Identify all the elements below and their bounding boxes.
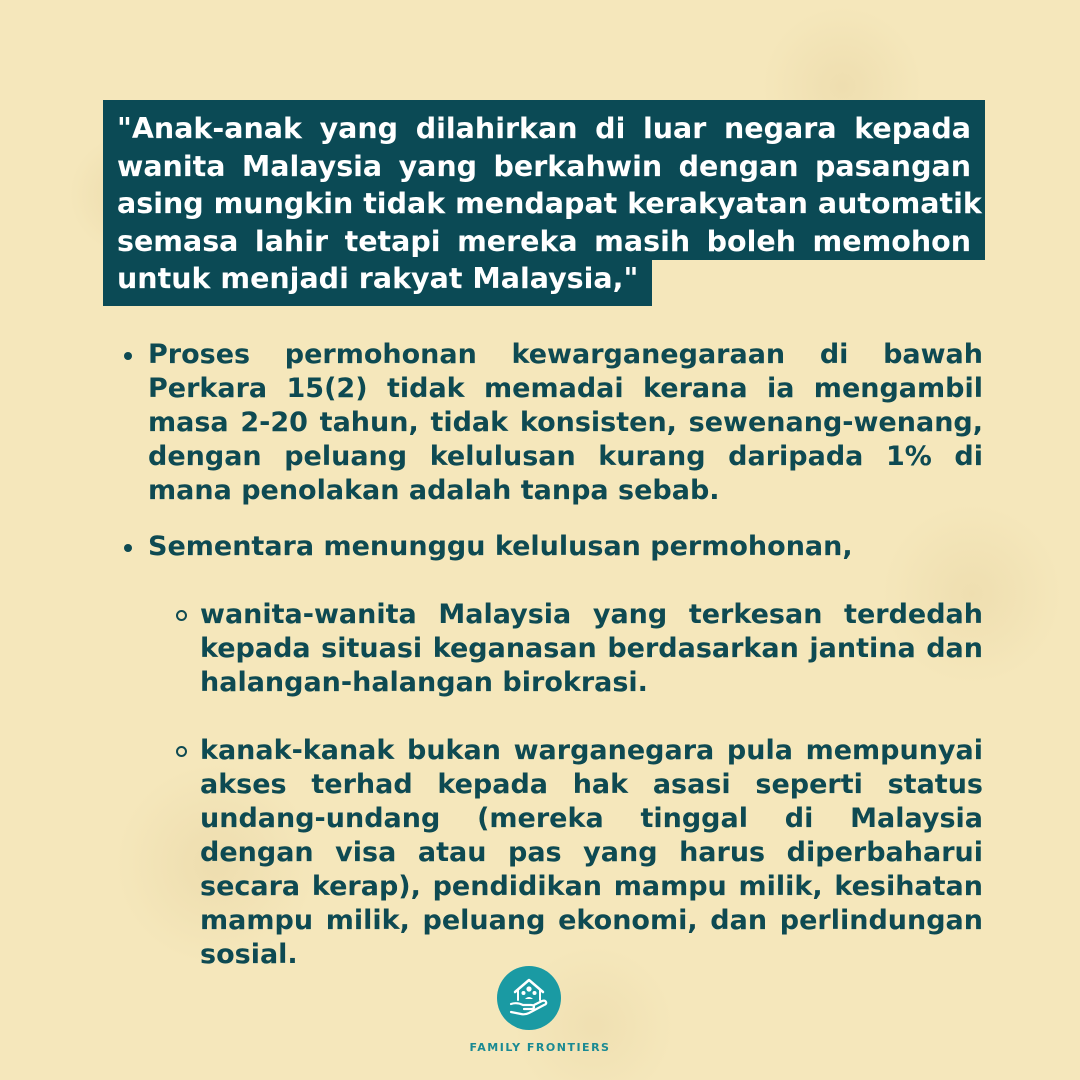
- sub-bullet-list: [200, 598, 983, 972]
- sub-bullet-text: wanita-wanita Malaysia yang terkesan terdedah kepada situasi keganasan berdasarkan jantina dan halangan-halangan birokrasi.: [200, 599, 983, 698]
- quote-line: "Anak-anak yang dilahirkan di luar negara kepada: [103, 100, 985, 148]
- bullet-item: [148, 338, 983, 508]
- quote-line: asing mungkin tidak mendapat kerakyatan automatik: [103, 185, 985, 223]
- bullet-text: Proses permohonan kewarganegaraan di bawah Perkara 15(2) tidak memadai kerana ia mengambil masa 2-20 tahun, tidak konsisten, sewenang-wenang, dengan peluang kelulusan kurang daripada 1% di mana penolakan adalah tanpa sebab.: [148, 339, 983, 506]
- sub-bullet-item: [200, 598, 983, 700]
- quote-line: untuk menjadi rakyat Malaysia,": [103, 260, 652, 306]
- quote-box: [103, 100, 985, 311]
- brand-name: FAMILY FRONTIERS: [469, 1041, 611, 1054]
- house-hand-family-icon: [497, 966, 561, 1030]
- sub-bullet-text: kanak-kanak bukan warganegara pula mempunyai akses terhad kepada hak asasi seperti status undang-undang (mereka tinggal di Malaysia dengan visa atau pas yang harus diperbaharui secara kerap), pendidikan mampu milik, kesihatan mampu milik, peluang ekonomi, dan perlindungan sosial.: [200, 735, 983, 970]
- hollow-circle-icon: [176, 746, 187, 757]
- bullet-text: Sementara menunggu kelulusan permohonan,: [148, 531, 853, 562]
- family-frontiers-logo: [497, 966, 561, 1030]
- bullet-dot-icon: [124, 352, 132, 360]
- hollow-circle-icon: [176, 610, 187, 621]
- bullet-list: [148, 338, 983, 972]
- bullet-item: [148, 530, 983, 564]
- bullet-dot-icon: [124, 544, 132, 552]
- quote-line: semasa lahir tetapi mereka masih boleh memohon: [103, 223, 985, 261]
- quote-line: wanita Malaysia yang berkahwin dengan pasangan: [103, 148, 985, 186]
- sub-bullet-item: [200, 734, 983, 972]
